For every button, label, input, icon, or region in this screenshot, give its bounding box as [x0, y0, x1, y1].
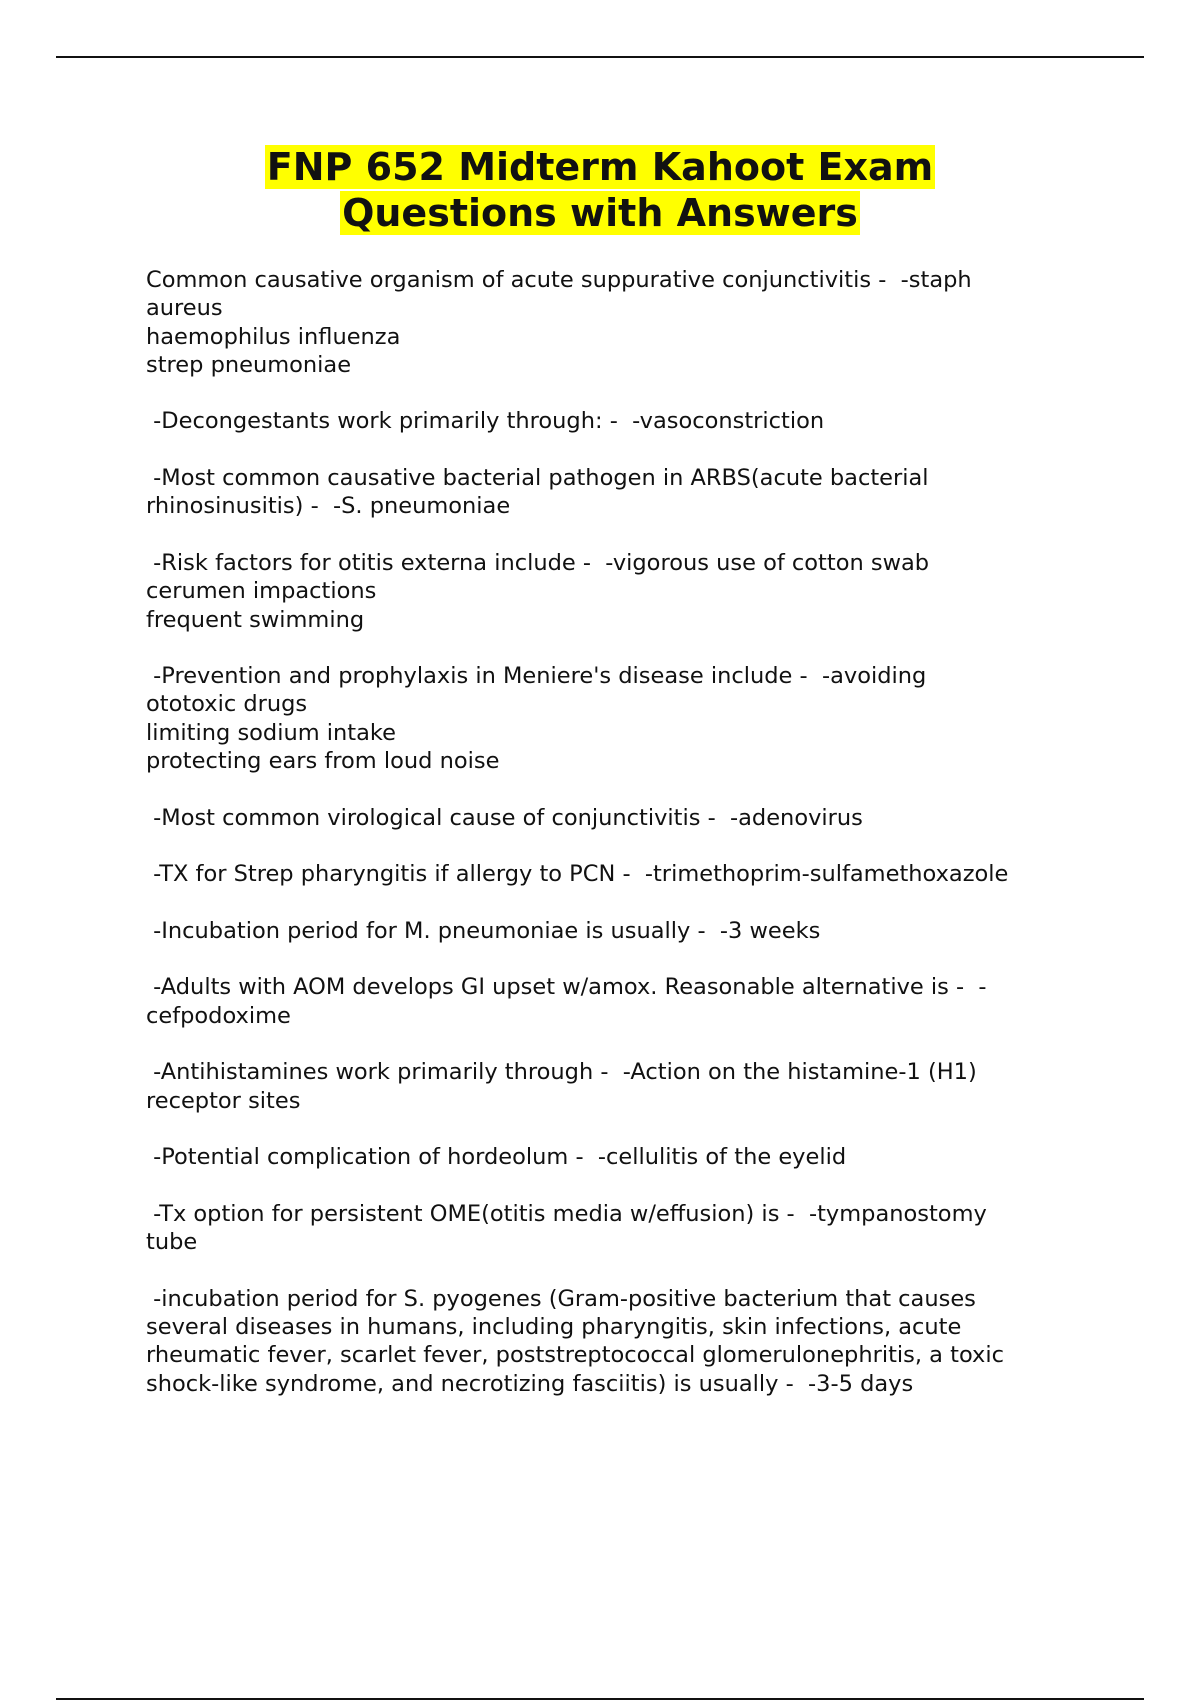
- question-answer-item: -Antihistamines work primarily through - -Action on the histamine-1 (H1) receptor sites: [146, 1059, 977, 1114]
- question-answer-item: -Tx option for persistent OME(otitis media w/effusion) is - -tympanostomy tube: [146, 1200, 987, 1256]
- question-answer-item: -TX for Strep pharyngitis if allergy to PCN - -trimethoprim-sulfamethoxazole: [146, 861, 1009, 888]
- question-answer-item: -Prevention and prophylaxis in Meniere's disease include - -avoiding ototoxic drugs limiting sodium intake protecting ears from loud noise: [146, 663, 927, 775]
- question-answer-item: -Decongestants work primarily through: - -vasoconstriction: [146, 408, 825, 435]
- question-answer-item: -Incubation period for M. pneumoniae is usually - -3 weeks: [146, 917, 821, 944]
- question-answer-item: -Most common causative bacterial pathogen in ARBS(acute bacterial rhinosinusitis) - -S. pneumoniae: [146, 465, 929, 520]
- question-answer-item: -Potential complication of hordeolum - -cellulitis of the eyelid: [146, 1144, 847, 1171]
- document-title: [0, 144, 1200, 236]
- question-list: [146, 266, 1086, 1426]
- question-answer-item: -Most common virological cause of conjunctivitis - -adenovirus: [146, 804, 863, 831]
- question-answer-item: -Adults with AOM develops GI upset w/amox. Reasonable alternative is - - cefpodoxime: [146, 974, 987, 1029]
- header-rule: [56, 56, 1144, 58]
- question-answer-item: Common causative organism of acute suppurative conjunctivitis - -staph aureus haemophilus influenza strep pneumoniae: [146, 267, 972, 378]
- question-answer-item: -incubation period for S. pyogenes (Gram-positive bacterium that causes several diseases in humans, including pharyngitis, skin infections, acute rheumatic fever, scarlet fever, poststreptococcal glomerulonephritis, a toxic shock-like syndrome, and necrotizing fasciitis) is usually - -3-5 days: [146, 1285, 1004, 1397]
- title-line-1: FNP 652 Midterm Kahoot Exam: [266, 145, 934, 189]
- question-answer-item: -Risk factors for otitis externa include - -vigorous use of cotton swab cerumen impactions frequent swimming: [146, 549, 930, 633]
- title-line-2: Questions with Answers: [342, 191, 858, 235]
